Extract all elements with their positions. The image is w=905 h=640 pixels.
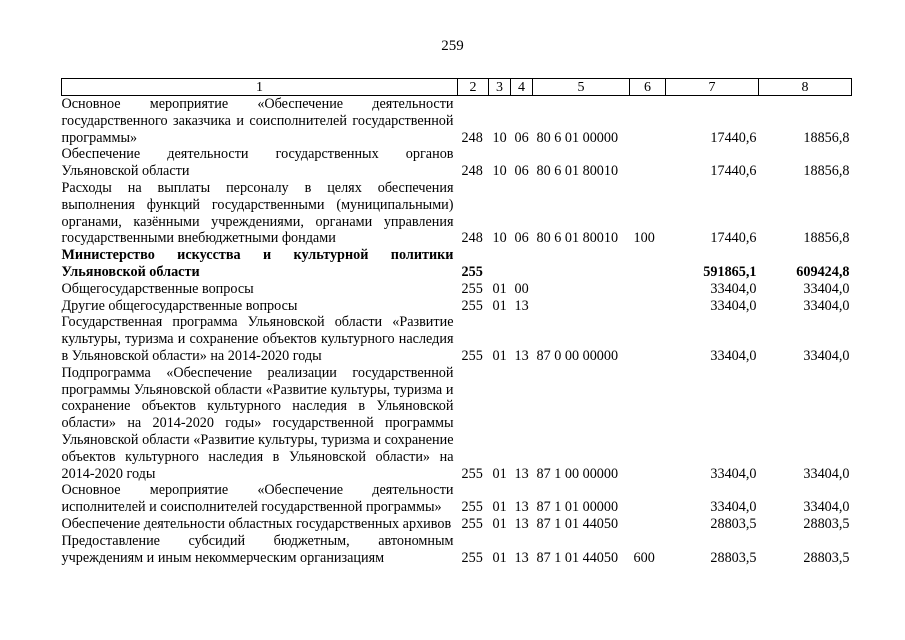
table-row — [62, 365, 852, 483]
row-ministry-code: 255 — [461, 263, 483, 280]
table-row — [62, 281, 852, 298]
table-row — [62, 96, 852, 147]
row-amount-2: 33404,0 — [803, 297, 850, 314]
row-section-code: 01 — [492, 499, 507, 516]
table-row — [62, 247, 852, 281]
header-cell-4: 4 — [511, 79, 533, 96]
row-name: Обеспечение деятельности государственных органов Ульяновской области — [61, 146, 454, 180]
table-row — [62, 298, 852, 315]
row-target-article: 80 6 01 80010 — [536, 230, 619, 247]
row-subsection-code: 13 — [514, 297, 529, 314]
row-amount-1: 28803,5 — [710, 515, 757, 532]
row-amount-1: 17440,6 — [710, 129, 757, 146]
row-subsection-code — [511, 247, 533, 281]
table-row — [62, 516, 852, 533]
row-name: Предоставление субсидий бюджетным, автономным учреждениям и иным некоммерческим организациям — [61, 532, 454, 566]
row-section-code — [489, 247, 511, 281]
header-cell-6: 6 — [630, 79, 666, 96]
row-amount-2: 18856,8 — [803, 163, 850, 180]
row-section-code: 01 — [492, 280, 507, 297]
row-expense-type — [630, 314, 666, 364]
row-name: Государственная программа Ульяновской области «Развитие культуры, туризма и сохранение объектов культурного наследия в Ульяновской области» на 2014-2020 годы — [61, 314, 454, 364]
row-expense-type: 600 — [633, 549, 655, 566]
row-section-code: 01 — [492, 515, 507, 532]
row-target-article: 87 1 01 44050 — [536, 549, 619, 566]
row-amount-1: 33404,0 — [710, 465, 757, 482]
row-amount-1: 17440,6 — [710, 163, 757, 180]
table-row — [62, 146, 852, 180]
table-row — [62, 314, 852, 364]
row-target-article: 80 6 01 80010 — [536, 163, 619, 180]
row-expense-type — [630, 516, 666, 533]
row-expense-type — [630, 298, 666, 315]
row-target-article: 80 6 01 00000 — [536, 129, 619, 146]
row-subsection-code: 00 — [514, 280, 529, 297]
row-subsection-code: 06 — [514, 129, 529, 146]
header-cell-5: 5 — [533, 79, 630, 96]
budget-table — [61, 78, 852, 566]
row-subsection-code: 13 — [514, 549, 529, 566]
row-subsection-code: 13 — [514, 499, 529, 516]
row-section-code: 01 — [492, 465, 507, 482]
header-cell-7: 7 — [666, 79, 759, 96]
row-expense-type — [630, 365, 666, 483]
row-amount-2: 18856,8 — [803, 230, 850, 247]
table-row — [62, 482, 852, 516]
row-subsection-code: 06 — [514, 163, 529, 180]
table-row — [62, 180, 852, 247]
row-amount-2: 33404,0 — [803, 499, 850, 516]
row-ministry-code: 248 — [461, 163, 483, 180]
header-cell-2: 2 — [458, 79, 489, 96]
page-number: 259 — [441, 38, 464, 54]
row-subsection-code: 13 — [514, 347, 529, 364]
row-expense-type — [630, 247, 666, 281]
row-amount-2: 33404,0 — [803, 280, 850, 297]
row-target-article: 87 1 01 44050 — [536, 515, 619, 532]
row-amount-1: 33404,0 — [710, 499, 757, 516]
table-body — [62, 96, 852, 567]
row-target-article — [533, 247, 630, 281]
row-target-article — [533, 298, 630, 315]
row-amount-2: 33404,0 — [803, 347, 850, 364]
row-section-code: 10 — [492, 163, 507, 180]
row-name: Подпрограмма «Обеспечение реализации государственной программы Ульяновской области «Развитие культуры, туризма и сохранение объектов культурного наследия в Ульяновской области» на 2014-2020 годы» государственной программы Ульяновской области «Развитие культуры, туризма и сохранение объектов культурного наследия в Ульяновской области» на 2014-2020 годы — [61, 364, 454, 482]
row-amount-1: 33404,0 — [710, 347, 757, 364]
row-amount-1: 591865,1 — [703, 263, 757, 280]
row-amount-2: 18856,8 — [803, 129, 850, 146]
row-target-article: 87 0 00 00000 — [536, 347, 619, 364]
row-amount-1: 28803,5 — [710, 549, 757, 566]
row-subsection-code: 13 — [514, 515, 529, 532]
row-expense-type — [630, 281, 666, 298]
row-target-article: 87 1 00 00000 — [536, 465, 619, 482]
row-name: Обеспечение деятельности областных государственных архивов — [61, 515, 452, 532]
row-ministry-code: 248 — [461, 129, 483, 146]
row-ministry-code: 255 — [461, 297, 483, 314]
row-name: Основное мероприятие «Обеспечение деятельности исполнителей и соисполнителей государственной программы» — [61, 482, 454, 516]
row-ministry-code: 255 — [461, 347, 483, 364]
row-name: Другие общегосударственные вопросы — [61, 297, 298, 314]
row-section-code: 10 — [492, 230, 507, 247]
row-expense-type — [630, 146, 666, 180]
row-ministry-code: 248 — [461, 230, 483, 247]
row-amount-1: 33404,0 — [710, 280, 757, 297]
row-target-article: 87 1 01 00000 — [536, 499, 619, 516]
header-cell-1: 1 — [62, 79, 458, 96]
row-amount-2: 609424,8 — [796, 263, 850, 280]
row-subsection-code: 13 — [514, 465, 529, 482]
row-expense-type: 100 — [633, 230, 655, 247]
table-row — [62, 533, 852, 567]
row-amount-2: 33404,0 — [803, 465, 850, 482]
row-expense-type — [630, 96, 666, 147]
header-cell-3: 3 — [489, 79, 511, 96]
row-ministry-code: 255 — [461, 515, 483, 532]
row-ministry-code: 255 — [461, 499, 483, 516]
row-section-code: 10 — [492, 129, 507, 146]
row-amount-2: 28803,5 — [803, 549, 850, 566]
row-expense-type — [630, 482, 666, 516]
row-section-code: 01 — [492, 549, 507, 566]
row-name: Общегосударственные вопросы — [61, 280, 254, 297]
header-cell-8: 8 — [759, 79, 852, 96]
row-section-code: 01 — [492, 347, 507, 364]
row-section-code: 01 — [492, 297, 507, 314]
row-name: Министерство искусства и культурной политики Ульяновской области — [61, 247, 454, 280]
row-name: Основное мероприятие «Обеспечение деятельности государственного заказчика и соисполнителей государственной программы» — [61, 96, 454, 146]
row-amount-2: 28803,5 — [803, 515, 850, 532]
row-subsection-code: 06 — [514, 230, 529, 247]
row-amount-1: 33404,0 — [710, 297, 757, 314]
row-ministry-code: 255 — [461, 465, 483, 482]
row-name: Расходы на выплаты персоналу в целях обеспечения выполнения функций государственными (муниципальными) органами, казёнными учреждениями, органами управления государственными внебюджетными фондами — [61, 179, 454, 247]
table-header-row — [62, 79, 852, 96]
row-ministry-code: 255 — [461, 549, 483, 566]
row-target-article — [533, 281, 630, 298]
row-ministry-code: 255 — [461, 280, 483, 297]
row-amount-1: 17440,6 — [710, 230, 757, 247]
